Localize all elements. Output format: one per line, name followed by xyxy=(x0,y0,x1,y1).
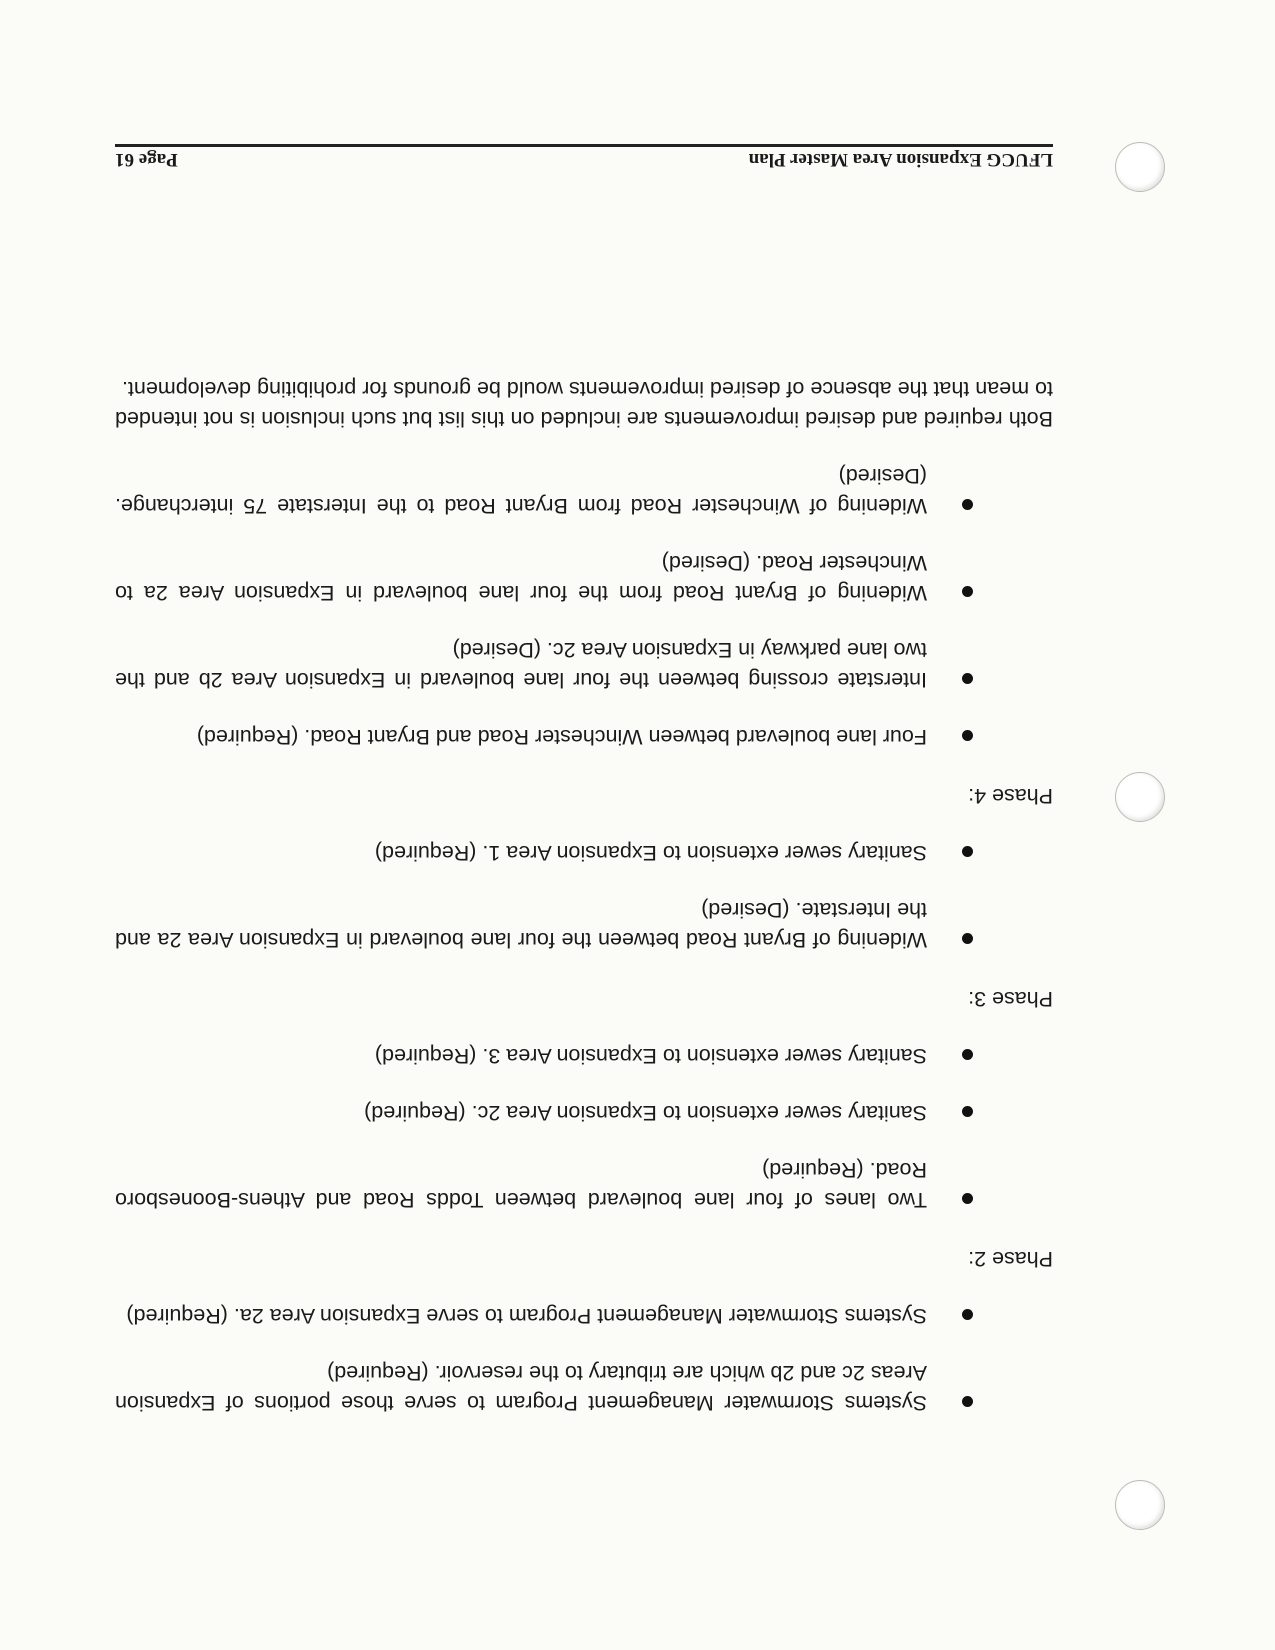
bullet-icon xyxy=(962,933,973,944)
list-item: Systems Stormwater Management Program to serve those portions of Expansion Areas 2c and 2b which are tributary to the reservoir. (Required) xyxy=(115,1358,1053,1418)
bullet-icon xyxy=(962,673,973,684)
phase-heading: Phase 2: xyxy=(968,1247,1053,1271)
phase-heading: Phase 4: xyxy=(968,784,1053,808)
list-item: Interstate crossing between the four lane boulevard in Expansion Area 2b and the two lane parkway in Expansion Area 2c. (Desired) xyxy=(115,635,1053,695)
list-item: Widening of Winchester Road from Bryant Road to the Interstate 75 interchange. (Desired) xyxy=(115,461,1053,521)
bullet-icon xyxy=(962,1049,973,1060)
bullet-icon xyxy=(962,1106,973,1117)
page-number: Page 61 xyxy=(115,149,178,170)
list-item: Four lane boulevard between Winchester Road and Bryant Road. (Required) xyxy=(115,722,1053,752)
bullet-icon xyxy=(962,1396,973,1407)
phase3-list xyxy=(115,838,1053,955)
bullet-icon xyxy=(962,499,973,510)
intro-list xyxy=(115,1301,1053,1418)
page-content xyxy=(115,374,1053,1418)
list-item: Widening of Bryant Road from the four lane boulevard in Expansion Area 2a to Winchester Road. (Desired) xyxy=(115,548,1053,608)
bullet-icon xyxy=(962,1193,973,1204)
bullet-icon xyxy=(962,1309,973,1320)
document-title: LFUCG Expansion Area Master Plan xyxy=(748,149,1053,170)
punch-hole-icon xyxy=(1115,1480,1165,1530)
list-item: Sanitary sewer extension to Expansion Area 1. (Required) xyxy=(115,838,1053,868)
closing-paragraph: Both required and desired improvements are included on this list but such inclusion is not intended to mean that the absence of desired improvements would be grounds for prohibiting development. xyxy=(115,377,1053,431)
bullet-icon xyxy=(962,730,973,741)
list-item: Widening of Bryant Road between the four lane boulevard in Expansion Area 2a and the Interstate. (Desired) xyxy=(115,895,1053,955)
list-item: Sanitary sewer extension to Expansion Area 3. (Required) xyxy=(115,1041,1053,1071)
punch-hole-icon xyxy=(1115,772,1165,822)
list-item: Sanitary sewer extension to Expansion Area 2c. (Required) xyxy=(115,1098,1053,1128)
bullet-icon xyxy=(962,586,973,597)
list-item: Systems Stormwater Management Program to serve Expansion Area 2a. (Required) xyxy=(115,1301,1053,1331)
list-item: Two lanes of four lane boulevard between Todds Road and Athens-Boonesboro Road. (Required) xyxy=(115,1155,1053,1215)
phase2-list xyxy=(115,1041,1053,1215)
bullet-icon xyxy=(962,846,973,857)
phase-heading: Phase 3: xyxy=(968,987,1053,1011)
punch-hole-icon xyxy=(1115,142,1165,192)
page-header xyxy=(115,144,1053,170)
phase4-list xyxy=(115,461,1053,752)
